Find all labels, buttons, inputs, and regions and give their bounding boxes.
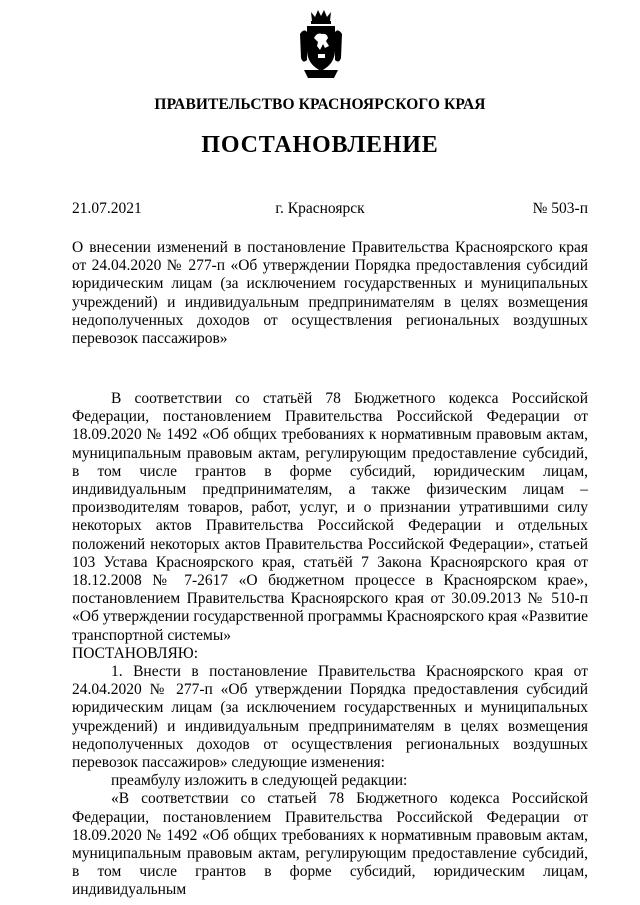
- document-type: ПОСТАНОВЛЕНИЕ: [201, 132, 439, 158]
- resolves-heading: ПОСТАНОВЛЯЮ:: [72, 644, 199, 662]
- organization-title: ПРАВИТЕЛЬСТВО КРАСНОЯРСКОГО КРАЯ: [154, 96, 486, 113]
- document-city: г. Красноярск: [275, 200, 365, 217]
- document-subject: О внесении изменений в постановление Правительства Красноярского края от 24.04.2020 № 277-п «Об утверждении Порядка предоставления субсидий юридическим лицам (за исключением государственных и муниципальных учреждений) и индивидуальным предпринимателям в целях возмещения недополученных доходов от осуществления региональных воздушных перевозок пассажиров»: [72, 239, 588, 348]
- item-1-paragraph: 1. Внести в постановление Правительства Красноярского края от 24.04.2020 № 277-п «Об утверждении Порядка предоставления субсидий юридическим лицам (за исключением государственных и муниципальных учреждений) и индивидуальным предпринимателям в целях возмещения недополученных доходов от осуществления региональных воздушных перевозок пассажиров» следующие изменения:: [72, 663, 588, 772]
- quoted-preamble-paragraph: «В соответствии со статьей 78 Бюджетного кодекса Российской Федерации, постановлением Правительства Российской Федерации от 18.09.2020 № 1492 «Об общих требованиях к нормативным правовым актам, муниципальным правовым актам, регулирующим предоставление субсидий, в том числе грантов в форме субсидий, юридическим лицам, индивидуальным: [72, 790, 588, 899]
- document-body: [72, 390, 588, 900]
- coat-of-arms-icon: [298, 8, 344, 80]
- item-1a-paragraph: преамбулу изложить в следующей редакции:: [111, 772, 408, 790]
- document-number: № 503-п: [532, 200, 588, 217]
- preamble-paragraph: В соответствии со статьёй 78 Бюджетного кодекса Российской Федерации, постановлением Правительства Российской Федерации от 18.09.2020 № 1492 «Об общих требованиях к нормативным правовым актам, муниципальным правовым актам, регулирующим предоставление субсидий, в том числе грантов в форме субсидий, юридическим лицам, индивидуальным предпринимателям, а также физическим лицам – производителям товаров, работ, услуг, и о признании утратившими силу некоторых актов Правительства Российской Федерации и отдельных положений некоторых актов Правительства Российской Федерации», статьей 103 Устава Красноярского края, статьёй 7 Закона Красноярского края от 18.12.2008 № 7-2617 «О бюджетном процессе в Красноярском крае», постановлением Правительства Красноярского края от 30.09.2013 № 510-п «Об утверждении государственной программы Красноярского края «Развитие транспортной системы»: [72, 390, 588, 644]
- document-date: 21.07.2021: [72, 200, 142, 217]
